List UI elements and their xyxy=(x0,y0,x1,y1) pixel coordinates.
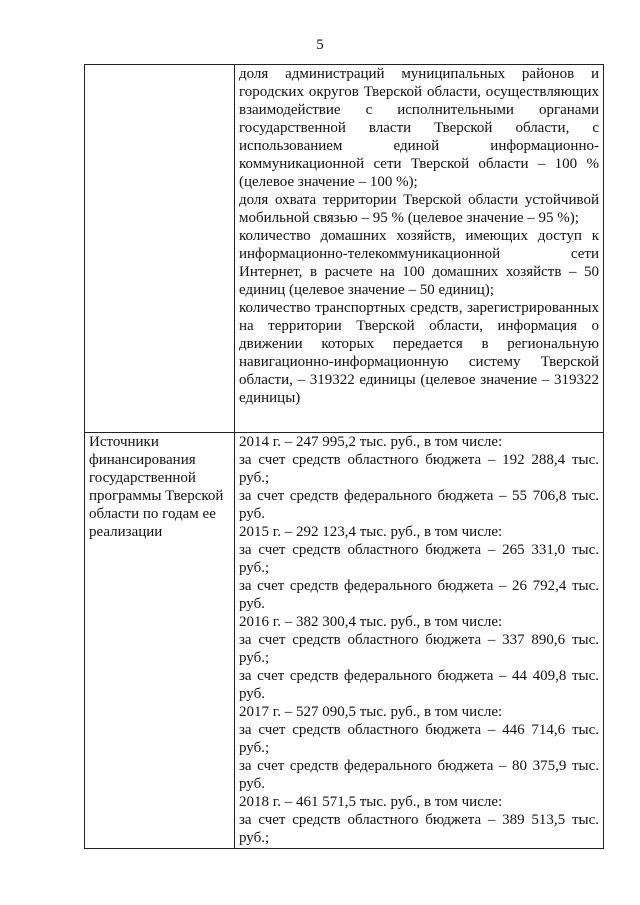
indicator-paragraph: доля охвата территории Тверской области устойчивой мобильной связью – 95 % (целевое значение – 95 %); xyxy=(239,192,599,226)
funding-year-line: 2016 г. – 382 300,4 тыс. руб., в том числе: xyxy=(239,614,503,630)
funding-regional-line: за счет средств областного бюджета – 265 331,0 тыс. руб.; xyxy=(239,542,599,576)
program-passport-table xyxy=(84,64,604,849)
funding-year-line: 2014 г. – 247 995,2 тыс. руб., в том числе: xyxy=(239,434,503,450)
funding-federal-line: за счет средств федерального бюджета – 26 792,4 тыс. руб. xyxy=(239,578,599,612)
funding-regional-line: за счет средств областного бюджета – 446 714,6 тыс. руб.; xyxy=(239,722,599,756)
funding-federal-line: за счет средств федерального бюджета – 44 409,8 тыс. руб. xyxy=(239,668,599,702)
funding-label: Источники финансирования государственной программы Тверской области по годам ее реализации xyxy=(89,434,224,540)
indicators-cell xyxy=(235,65,604,433)
indicator-paragraph: доля администраций муниципальных районов и городских округов Тверской области, осуществляющих взаимодействие с исполнительными органами государственной власти Тверской области, с использованием единой информационно-коммуникационной сети Тверской области – 100 % (целевое значение – 100 %); xyxy=(239,66,599,190)
funding-regional-line: за счет средств областного бюджета – 192 288,4 тыс. руб.; xyxy=(239,452,599,486)
funding-regional-line: за счет средств областного бюджета – 389 513,5 тыс. руб.; xyxy=(239,812,599,846)
funding-cell xyxy=(235,433,604,849)
table-row-indicators xyxy=(85,65,604,433)
indicator-paragraph: количество домашних хозяйств, имеющих доступ к информационно-телекоммуникационной сети Интернет, в расчете на 100 домашних хозяйств – 50 единиц (целевое значение – 50 единиц); xyxy=(239,228,599,298)
page-number: 5 xyxy=(316,37,324,53)
funding-federal-line: за счет средств федерального бюджета – 55 706,8 тыс. руб. xyxy=(239,488,599,522)
funding-label-cell xyxy=(85,433,235,849)
indicator-paragraph: количество транспортных средств, зарегистрированных на территории Тверской области, информация о движении которых передается в региональную навигационно-информационную систему Тверской области, – 319322 единицы (целевое значение – 319322 единицы) xyxy=(239,300,599,406)
funding-federal-line: за счет средств федерального бюджета – 80 375,9 тыс. руб. xyxy=(239,758,599,792)
funding-year-line: 2017 г. – 527 090,5 тыс. руб., в том числе: xyxy=(239,704,503,720)
row-label-cell xyxy=(85,65,235,433)
funding-year-line: 2015 г. – 292 123,4 тыс. руб., в том числе: xyxy=(239,524,503,540)
funding-year-line: 2018 г. – 461 571,5 тыс. руб., в том числе: xyxy=(239,794,503,810)
table-row-funding xyxy=(85,433,604,849)
funding-regional-line: за счет средств областного бюджета – 337 890,6 тыс. руб.; xyxy=(239,632,599,666)
